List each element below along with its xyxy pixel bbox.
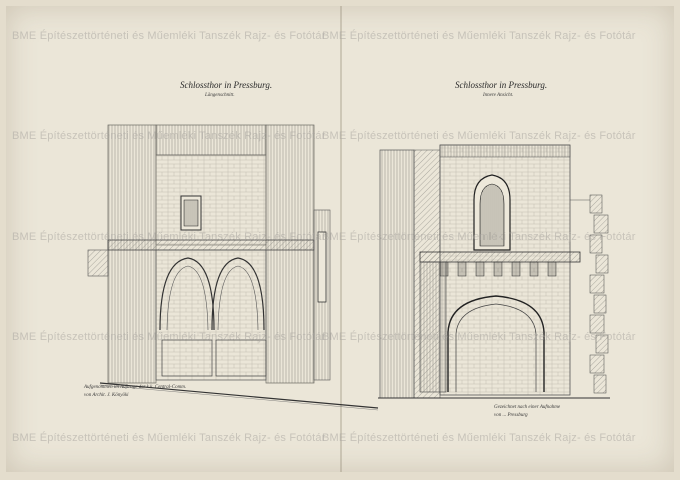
watermark: BME Építészettörténeti és Műemléki Tanszék Rajz- és Fotótár (322, 30, 636, 42)
watermark: BME Építészettörténeti és Műemléki Tanszék Rajz- és Fotótár (12, 30, 326, 42)
watermark: BME Építészettörténeti és Műemléki Tanszék Rajz- és Fotótár (12, 130, 326, 142)
right-left-wall (380, 150, 414, 398)
left-caption-line1: Aufgenommen im Auftrage der k.k. Central-Comm. (84, 385, 187, 390)
vaulted-passage (156, 250, 266, 380)
left-title: Schlossthor in Pressburg. (180, 80, 273, 90)
watermark: BME Építészettörténeti és Műemléki Tanszék Rajz- és Fotótár (12, 331, 326, 343)
right-caption-line1: Gezeichnet nach einer Aufnahme (494, 405, 561, 410)
corbel-band (420, 252, 580, 262)
left-caption-line2: von Archit. J. Könyöki (84, 393, 129, 398)
right-caption-line2: von ... Pressburg (494, 413, 528, 418)
left-tower-wall (108, 125, 156, 383)
watermark: BME Építészettörténeti és Műemléki Tanszék Rajz- és Fotótár (322, 331, 636, 343)
right-title: Schlossthor in Pressburg. (455, 80, 548, 90)
watermark: BME Építészettörténeti és Műemléki Tanszék Rajz- és Fotótár (322, 231, 636, 243)
right-elevation-drawing (378, 145, 610, 398)
right-tower-wall (266, 125, 314, 383)
watermark: BME Építészettörténeti és Műemléki Tanszék Rajz- és Fotótár (322, 432, 636, 444)
watermark: BME Építészettörténeti és Műemléki Tanszék Rajz- és Fotótár (12, 231, 326, 243)
watermark: BME Építészettörténeti és Műemléki Tanszék Rajz- és Fotótár (322, 130, 636, 142)
right-subtitle: Innere Ansicht. (483, 93, 514, 98)
left-subtitle: Längenschnitt. (205, 93, 235, 98)
left-section-drawing (88, 125, 378, 410)
watermark: BME Építészettörténeti és Műemléki Tanszék Rajz- és Fotótár (12, 432, 326, 444)
